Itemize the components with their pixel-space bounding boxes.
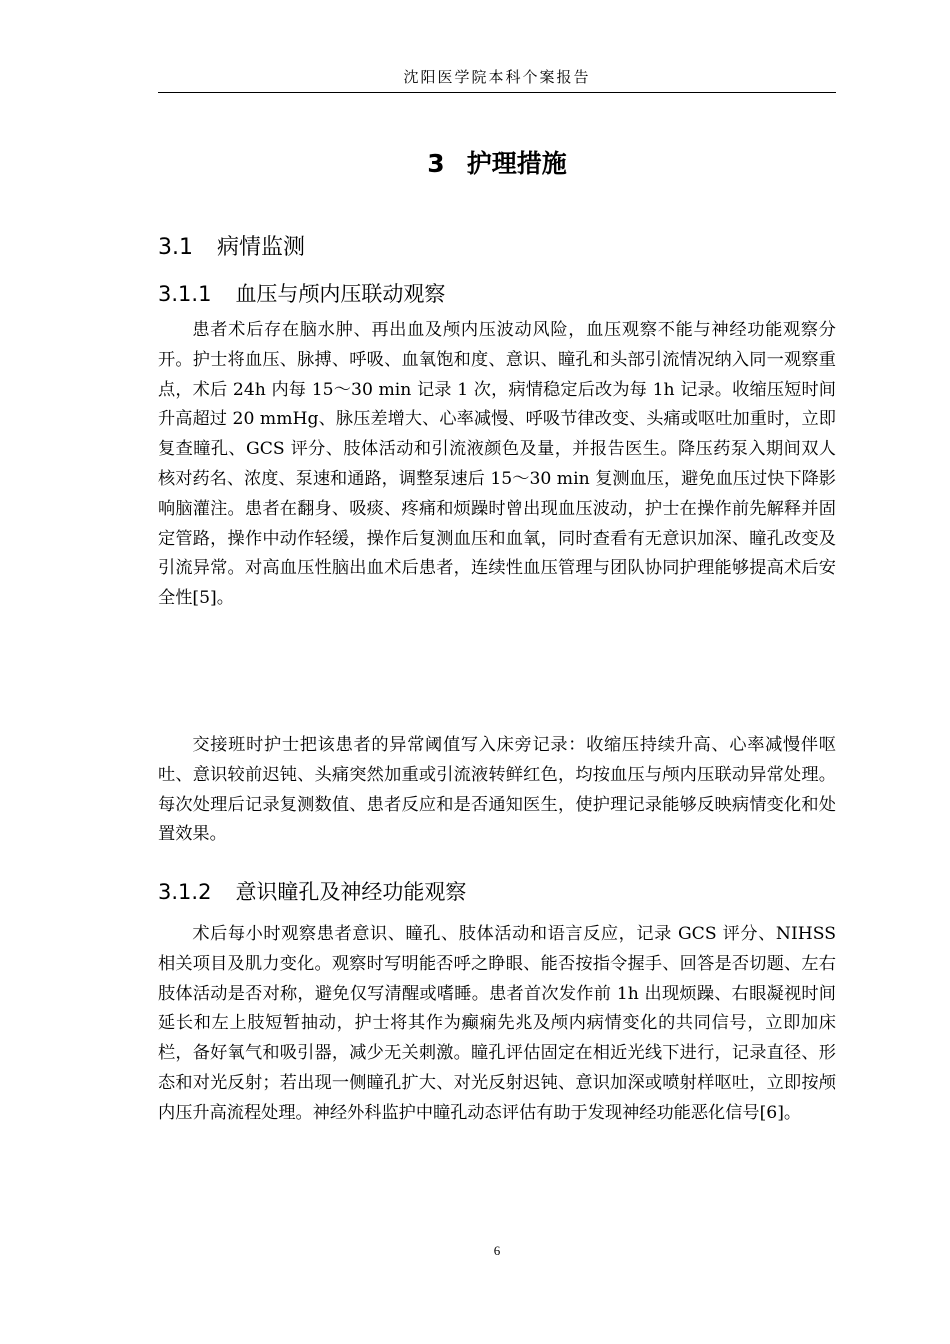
section-number: 3.1 [158, 235, 193, 260]
chapter-title [158, 146, 836, 182]
subsection-heading-3-1-2 [158, 877, 466, 907]
subsection-title: 意识瞳孔及神经功能观察 [235, 880, 467, 904]
section-heading-3-1 [158, 232, 305, 264]
section-title: 病情监测 [217, 235, 306, 260]
subsection-title: 血压与颅内压联动观察 [235, 282, 446, 306]
subsection-number: 3.1.2 [158, 880, 212, 904]
paragraph-3-1-1-a: 患者术后存在脑水肿、再出血及颅内压波动风险，血压观察不能与神经功能观察分开。护士将血压、脉搏、呼吸、血氧饱和度、意识、瞳孔和头部引流情况纳入同一观察重点，术后 24h 内每 15～30 min 记录 1 次，病情稳定后改为每 1h 记录。收缩压短时间升高超过 20 mmHg、脉压差增大、心率减慢、呼吸节律改变、头痛或呕吐加重时，立即复查瞳孔、GCS 评分、肢体活动和引流液颜色及量，并报告医生。降压药泵入期间双人核对药名、浓度、泵速和通路，调整泵速后 15～30 min 复测血压，避免血压过快下降影响脑灌注。患者在翻身、吸痰、疼痛和烦躁时曾出现血压波动，护士在操作前先解释并固定管路，操作中动作轻缓，操作后复测血压和血氧，同时查看有无意识加深、瞳孔改变及引流异常。对高血压性脑出血术后患者，连续性血压管理与团队协同护理能够提高术后安全性[5]。 [158, 320, 836, 609]
subsection-number: 3.1.1 [158, 282, 212, 306]
chapter-number: 3 [427, 149, 445, 178]
paragraph-3-1-1-b: 交接班时护士把该患者的异常阈值写入床旁记录：收缩压持续升高、心率减慢伴呕吐、意识较前迟钝、头痛突然加重或引流液转鲜红色，均按血压与颅内压联动异常处理。每次处理后记录复测数值、患者反应和是否通知医生，使护理记录能够反映病情变化和处置效果。 [158, 735, 836, 845]
subsection-heading-3-1-1 [158, 279, 445, 309]
page-number: 6 [493, 1243, 501, 1258]
paragraph-3-1-2-a: 术后每小时观察患者意识、瞳孔、肢体活动和语言反应，记录 GCS 评分、NIHSS 相关项目及肌力变化。观察时写明能否呼之睁眼、能否按指令握手、回答是否切题、左右肢体活动是否对称，避免仅写清醒或嗜睡。患者首次发作前 1h 出现烦躁、右眼凝视时间延长和左上肢短暂抽动，护士将其作为癫痫先兆及颅内病情变化的共同信号，立即加床栏，备好氧气和吸引器，减少无关刺激。瞳孔评估固定在相近光线下进行，记录直径、形态和对光反射；若出现一侧瞳孔扩大、对光反射迟钝、意识加深或喷射样呕吐，立即按颅内压升高流程处理。神经外科监护中瞳孔动态评估有助于发现神经功能恶化信号[6]。 [158, 924, 836, 1123]
chapter-title-text: 护理措施 [466, 149, 567, 178]
running-header: 沈阳医学院本科个案报告 [403, 68, 591, 86]
header-divider [158, 92, 836, 93]
